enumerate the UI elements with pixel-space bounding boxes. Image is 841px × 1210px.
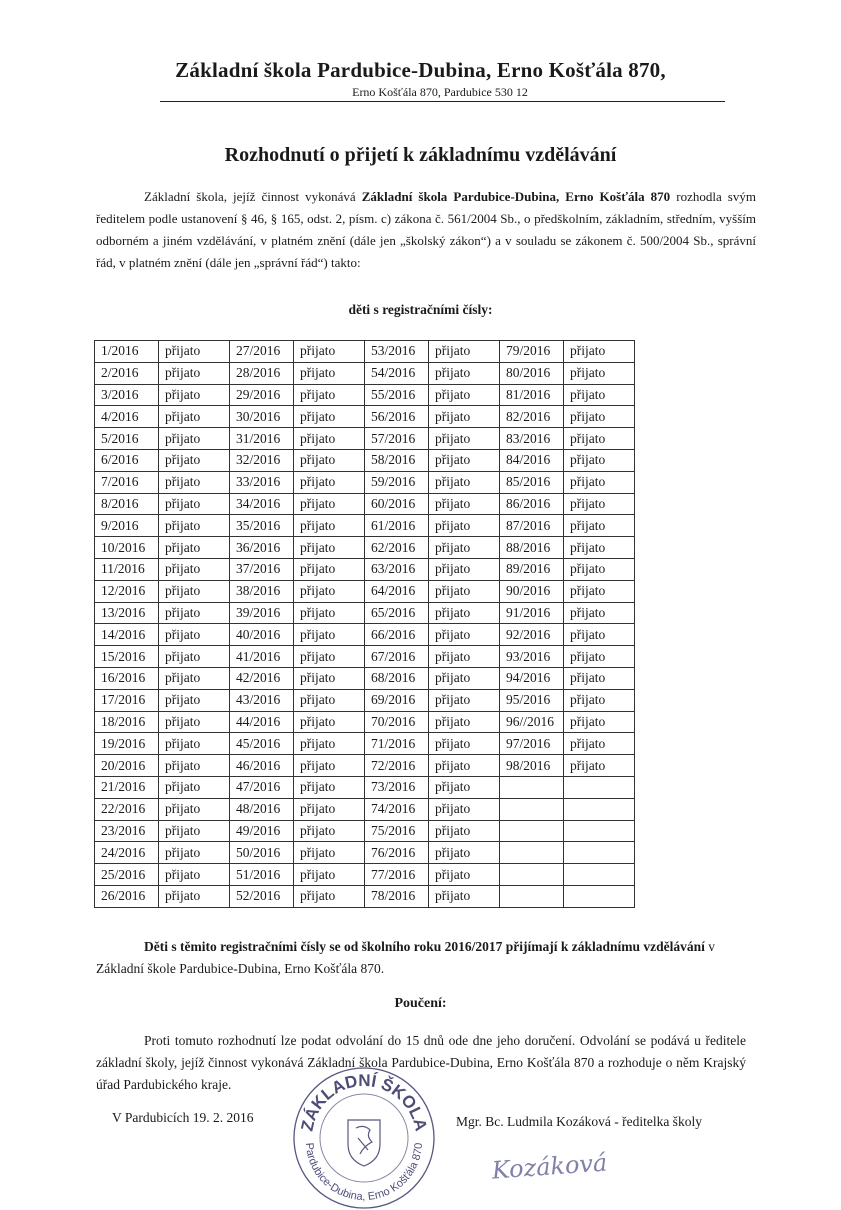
registration-number: 31/2016	[230, 428, 294, 450]
registration-number: 4/2016	[95, 406, 159, 428]
table-row	[95, 711, 635, 733]
registration-number: 88/2016	[500, 537, 564, 559]
admission-status: přijato	[564, 646, 635, 668]
admission-status: přijato	[294, 537, 365, 559]
registration-number: 80/2016	[500, 362, 564, 384]
registration-number: 27/2016	[230, 341, 294, 363]
admission-status: přijato	[294, 798, 365, 820]
table-row	[95, 624, 635, 646]
admission-status: přijato	[564, 362, 635, 384]
registration-number	[500, 820, 564, 842]
registration-number: 6/2016	[95, 449, 159, 471]
admission-status: přijato	[564, 689, 635, 711]
registration-number: 98/2016	[500, 755, 564, 777]
admission-status: přijato	[429, 667, 500, 689]
registration-number: 57/2016	[365, 428, 429, 450]
admission-status: přijato	[294, 558, 365, 580]
registration-number: 74/2016	[365, 798, 429, 820]
admission-status	[564, 820, 635, 842]
registration-number: 72/2016	[365, 755, 429, 777]
admission-status: přijato	[564, 667, 635, 689]
table-row	[95, 384, 635, 406]
registration-number: 75/2016	[365, 820, 429, 842]
registration-number: 79/2016	[500, 341, 564, 363]
admission-status: přijato	[159, 602, 230, 624]
table-row	[95, 864, 635, 886]
admission-status: přijato	[294, 362, 365, 384]
intro-text-start: Základní škola, jejíž činnost vykonává	[144, 189, 362, 204]
admission-status: přijato	[564, 755, 635, 777]
registration-number: 30/2016	[230, 406, 294, 428]
admission-status: přijato	[159, 493, 230, 515]
registration-number: 2/2016	[95, 362, 159, 384]
registration-number: 5/2016	[95, 428, 159, 450]
registration-number: 8/2016	[95, 493, 159, 515]
admission-status: přijato	[294, 580, 365, 602]
registration-number: 48/2016	[230, 798, 294, 820]
registration-number: 22/2016	[95, 798, 159, 820]
registration-number: 46/2016	[230, 755, 294, 777]
registration-number: 50/2016	[230, 842, 294, 864]
registration-number: 33/2016	[230, 471, 294, 493]
admission-status: přijato	[429, 646, 500, 668]
registration-number: 40/2016	[230, 624, 294, 646]
registration-number: 92/2016	[500, 624, 564, 646]
registration-number: 83/2016	[500, 428, 564, 450]
admission-status: přijato	[429, 406, 500, 428]
admission-status: přijato	[429, 885, 500, 907]
registration-number: 37/2016	[230, 558, 294, 580]
registration-number: 14/2016	[95, 624, 159, 646]
admission-status	[564, 885, 635, 907]
table-row	[95, 667, 635, 689]
admission-status	[564, 864, 635, 886]
registration-number: 91/2016	[500, 602, 564, 624]
registration-number: 60/2016	[365, 493, 429, 515]
registration-number: 81/2016	[500, 384, 564, 406]
registration-number: 96//2016	[500, 711, 564, 733]
table-row	[95, 537, 635, 559]
registration-number: 76/2016	[365, 842, 429, 864]
admission-status: přijato	[294, 885, 365, 907]
registration-number	[500, 776, 564, 798]
registration-number: 36/2016	[230, 537, 294, 559]
table-row	[95, 733, 635, 755]
admission-status: přijato	[159, 624, 230, 646]
admission-status: přijato	[429, 493, 500, 515]
intro-school-name: Základní škola Pardubice-Dubina, Erno Košťála 870	[361, 189, 671, 204]
admission-status: přijato	[429, 755, 500, 777]
registration-number: 29/2016	[230, 384, 294, 406]
registration-number: 85/2016	[500, 471, 564, 493]
registration-number: 71/2016	[365, 733, 429, 755]
admission-status: přijato	[564, 711, 635, 733]
registration-number: 53/2016	[365, 341, 429, 363]
table-row	[95, 885, 635, 907]
admission-status: přijato	[564, 406, 635, 428]
admission-status: přijato	[429, 820, 500, 842]
admission-status: přijato	[294, 624, 365, 646]
svg-text:Kozáková: Kozáková	[490, 1148, 609, 1185]
admission-status: přijato	[564, 624, 635, 646]
registration-number: 42/2016	[230, 667, 294, 689]
admission-status: přijato	[159, 537, 230, 559]
table-row	[95, 362, 635, 384]
admission-status: přijato	[159, 362, 230, 384]
admission-status: přijato	[159, 842, 230, 864]
admission-status: přijato	[429, 341, 500, 363]
registration-number: 68/2016	[365, 667, 429, 689]
registration-number: 44/2016	[230, 711, 294, 733]
admission-status	[564, 776, 635, 798]
registration-number: 34/2016	[230, 493, 294, 515]
registration-number: 32/2016	[230, 449, 294, 471]
registration-number: 38/2016	[230, 580, 294, 602]
registration-table	[94, 340, 635, 908]
registration-number: 20/2016	[95, 755, 159, 777]
admission-status: přijato	[294, 689, 365, 711]
admission-status: přijato	[294, 733, 365, 755]
conclusion-bold: Děti s těmito registračními čísly se od školního roku 2016/2017 přijímají k základnímu vzdělávání	[144, 939, 705, 954]
admission-status: přijato	[159, 820, 230, 842]
registration-number: 58/2016	[365, 449, 429, 471]
registration-number: 28/2016	[230, 362, 294, 384]
admission-status: přijato	[564, 558, 635, 580]
registration-number: 47/2016	[230, 776, 294, 798]
admission-status: přijato	[159, 341, 230, 363]
admission-status: přijato	[429, 842, 500, 864]
admission-status	[564, 798, 635, 820]
registration-number: 43/2016	[230, 689, 294, 711]
registration-number: 9/2016	[95, 515, 159, 537]
admission-status	[564, 842, 635, 864]
registration-number: 10/2016	[95, 537, 159, 559]
admission-status: přijato	[429, 689, 500, 711]
registration-number: 24/2016	[95, 842, 159, 864]
admission-status: přijato	[429, 384, 500, 406]
header-divider	[160, 101, 725, 102]
instruction-title: Poučení:	[394, 996, 447, 1011]
registration-number: 61/2016	[365, 515, 429, 537]
table-row	[95, 776, 635, 798]
registration-number: 86/2016	[500, 493, 564, 515]
table-row	[95, 646, 635, 668]
registration-number	[500, 798, 564, 820]
registration-number: 97/2016	[500, 733, 564, 755]
registration-number: 12/2016	[95, 580, 159, 602]
table-row	[95, 406, 635, 428]
admission-status: přijato	[294, 776, 365, 798]
admission-status: přijato	[294, 471, 365, 493]
registration-number	[500, 842, 564, 864]
admission-status: přijato	[564, 428, 635, 450]
admission-status: přijato	[429, 558, 500, 580]
registration-number: 64/2016	[365, 580, 429, 602]
table-row	[95, 820, 635, 842]
table-row	[95, 341, 635, 363]
admission-status: přijato	[564, 493, 635, 515]
registration-number: 7/2016	[95, 471, 159, 493]
registration-number: 90/2016	[500, 580, 564, 602]
table-row	[95, 558, 635, 580]
registration-number	[500, 864, 564, 886]
admission-status: přijato	[159, 384, 230, 406]
registration-number: 70/2016	[365, 711, 429, 733]
registration-number: 16/2016	[95, 667, 159, 689]
admission-status: přijato	[294, 667, 365, 689]
table-row	[95, 798, 635, 820]
admission-status: přijato	[564, 471, 635, 493]
document-title: Rozhodnutí o přijetí k základnímu vzdělávání	[224, 144, 617, 166]
admission-status: přijato	[159, 798, 230, 820]
registration-number: 63/2016	[365, 558, 429, 580]
registration-number: 3/2016	[95, 384, 159, 406]
admission-status: přijato	[294, 428, 365, 450]
admission-status: přijato	[159, 449, 230, 471]
table-row	[95, 515, 635, 537]
svg-text:ZÁKLADNÍ ŠKOLA	[297, 1071, 430, 1133]
admission-status: přijato	[564, 341, 635, 363]
registration-number: 52/2016	[230, 885, 294, 907]
registration-number: 67/2016	[365, 646, 429, 668]
registration-number: 1/2016	[95, 341, 159, 363]
registration-number: 18/2016	[95, 711, 159, 733]
registration-number: 26/2016	[95, 885, 159, 907]
registration-number	[500, 885, 564, 907]
admission-status: přijato	[159, 885, 230, 907]
school-stamp	[284, 1060, 444, 1210]
registration-number: 19/2016	[95, 733, 159, 755]
admission-status: přijato	[564, 537, 635, 559]
admission-status: přijato	[294, 341, 365, 363]
registration-number: 95/2016	[500, 689, 564, 711]
instruction-text: Proti tomuto rozhodnutí lze podat odvolání do 15 dnů ode dne jeho doručení. Odvolání se podává u ředitele základní školy, jejíž činnost vykonává Základní škola Pardubice-Dubina, Erno Košťála 870 a rozhoduje o něm Krajský úřad Pardubického kraje.	[96, 1033, 746, 1092]
admission-status: přijato	[159, 667, 230, 689]
registration-number: 21/2016	[95, 776, 159, 798]
registration-number: 17/2016	[95, 689, 159, 711]
school-address: Erno Košťála 870, Pardubice 530 12	[352, 85, 528, 99]
admission-status: přijato	[564, 580, 635, 602]
admission-status: přijato	[564, 515, 635, 537]
registration-number: 49/2016	[230, 820, 294, 842]
handwritten-signature	[488, 1140, 638, 1190]
admission-status: přijato	[294, 864, 365, 886]
admission-status: přijato	[294, 406, 365, 428]
admission-status: přijato	[159, 776, 230, 798]
table-row	[95, 449, 635, 471]
registration-number: 78/2016	[365, 885, 429, 907]
registration-number: 25/2016	[95, 864, 159, 886]
admission-status: přijato	[294, 384, 365, 406]
admission-status: přijato	[429, 711, 500, 733]
admission-status: přijato	[159, 515, 230, 537]
registration-number: 54/2016	[365, 362, 429, 384]
admission-status: přijato	[159, 580, 230, 602]
registration-number: 35/2016	[230, 515, 294, 537]
conclusion-rest: v Základní škole Pardubice-Dubina, Erno Košťála 870.	[96, 939, 716, 976]
admission-status: přijato	[159, 646, 230, 668]
admission-status: přijato	[159, 689, 230, 711]
registration-number: 69/2016	[365, 689, 429, 711]
table-row	[95, 689, 635, 711]
registration-number: 13/2016	[95, 602, 159, 624]
admission-status: přijato	[429, 580, 500, 602]
registration-number: 23/2016	[95, 820, 159, 842]
admission-status: přijato	[159, 428, 230, 450]
admission-status: přijato	[294, 820, 365, 842]
registration-number: 45/2016	[230, 733, 294, 755]
table-row	[95, 428, 635, 450]
registration-number: 93/2016	[500, 646, 564, 668]
admission-status: přijato	[564, 602, 635, 624]
admission-status: přijato	[159, 471, 230, 493]
intro-text-end: rozhodla svým ředitelem podle ustanovení § 46, § 165, odst. 2, písm. c) zákona č. 561/2004 Sb., o předškolním, základním, středním, vyšším odborném a jiném vzdělávání, v platném znění (dále jen „školský zákon“) a v souladu se zákonem č. 500/2004 Sb., správní řád, v platném znění (dále jen „správní řád“) takto:	[96, 189, 756, 270]
registration-number: 65/2016	[365, 602, 429, 624]
stamp-text-top: ZÁKLADNÍ ŠKOLA	[297, 1070, 431, 1133]
admission-status: přijato	[294, 842, 365, 864]
registration-number: 87/2016	[500, 515, 564, 537]
admission-status: přijato	[429, 733, 500, 755]
registration-number: 55/2016	[365, 384, 429, 406]
place-date: V Pardubicích 19. 2. 2016	[112, 1110, 254, 1125]
signatory: Mgr. Bc. Ludmila Kozáková - ředitelka školy	[456, 1114, 702, 1129]
admission-status: přijato	[429, 362, 500, 384]
admission-status: přijato	[294, 755, 365, 777]
registration-number: 89/2016	[500, 558, 564, 580]
registration-number: 82/2016	[500, 406, 564, 428]
stamp-text-bottom: Pardubice-Dubina, Erno Košťála 870	[302, 1142, 426, 1204]
admission-status: přijato	[159, 558, 230, 580]
admission-status: přijato	[429, 537, 500, 559]
registration-number: 77/2016	[365, 864, 429, 886]
admission-status: přijato	[564, 384, 635, 406]
admission-status: přijato	[564, 733, 635, 755]
admission-status: přijato	[429, 449, 500, 471]
admission-status: přijato	[294, 646, 365, 668]
admission-status: přijato	[429, 624, 500, 646]
registration-number: 94/2016	[500, 667, 564, 689]
registration-number: 56/2016	[365, 406, 429, 428]
admission-status: přijato	[429, 428, 500, 450]
table-row	[95, 493, 635, 515]
conclusion-paragraph	[96, 936, 756, 980]
admission-status: přijato	[429, 471, 500, 493]
admission-status: přijato	[294, 449, 365, 471]
table-row	[95, 755, 635, 777]
registration-number: 51/2016	[230, 864, 294, 886]
admission-status: přijato	[429, 864, 500, 886]
admission-status: přijato	[429, 602, 500, 624]
registration-number: 41/2016	[230, 646, 294, 668]
coat-of-arms-icon	[348, 1120, 380, 1166]
admission-status: přijato	[294, 493, 365, 515]
admission-status: přijato	[294, 711, 365, 733]
school-title: Základní škola Pardubice-Dubina, Erno Košťála 870,	[175, 58, 666, 82]
table-row	[95, 842, 635, 864]
table-row	[95, 471, 635, 493]
registration-number: 62/2016	[365, 537, 429, 559]
admission-status: přijato	[159, 864, 230, 886]
admission-status: přijato	[429, 515, 500, 537]
registration-number: 84/2016	[500, 449, 564, 471]
registration-number: 39/2016	[230, 602, 294, 624]
admission-status: přijato	[429, 776, 500, 798]
registration-number: 66/2016	[365, 624, 429, 646]
table-caption: děti s registračními čísly:	[348, 302, 493, 317]
admission-status: přijato	[564, 449, 635, 471]
table-row	[95, 580, 635, 602]
table-row	[95, 602, 635, 624]
admission-status: přijato	[159, 406, 230, 428]
registration-number: 15/2016	[95, 646, 159, 668]
admission-status: přijato	[429, 798, 500, 820]
admission-status: přijato	[159, 755, 230, 777]
registration-number: 11/2016	[95, 558, 159, 580]
registration-number: 59/2016	[365, 471, 429, 493]
admission-status: přijato	[294, 515, 365, 537]
admission-status: přijato	[294, 602, 365, 624]
admission-status: přijato	[159, 711, 230, 733]
admission-status: přijato	[159, 733, 230, 755]
intro-paragraph	[96, 186, 756, 274]
registration-number: 73/2016	[365, 776, 429, 798]
